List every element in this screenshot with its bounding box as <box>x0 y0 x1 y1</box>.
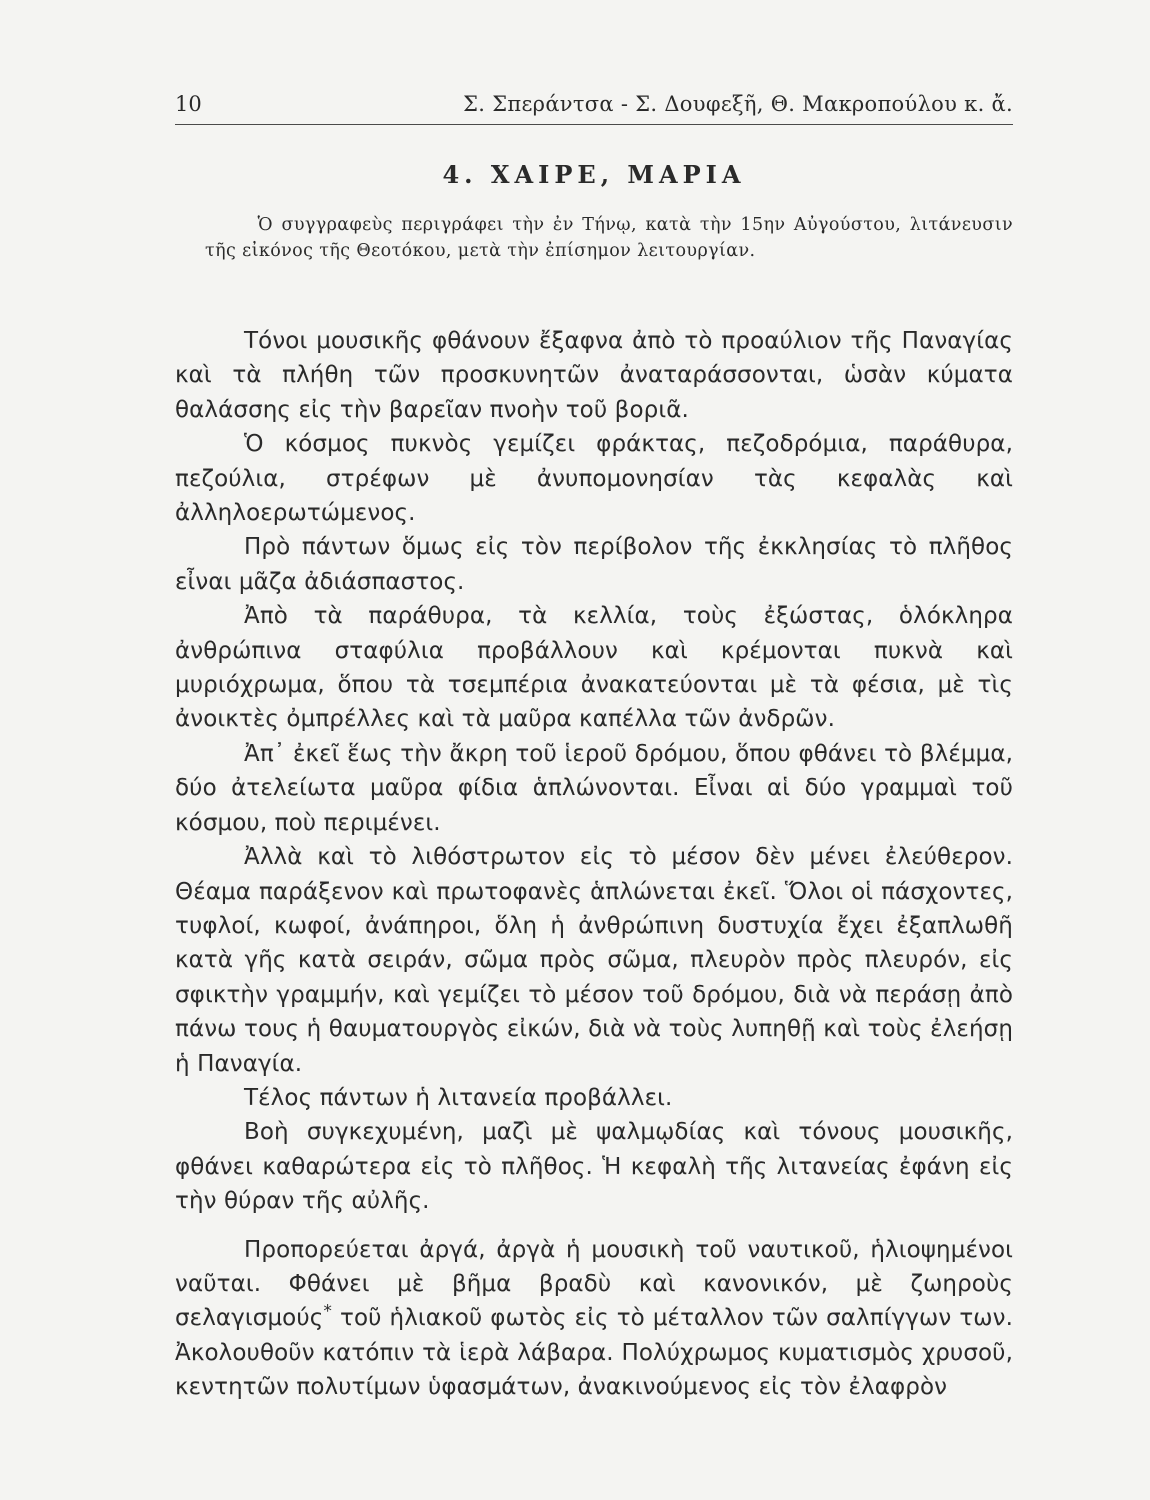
chapter-title: 4. ΧΑΙΡΕ, ΜΑΡΙΑ <box>442 160 746 189</box>
page-header <box>175 92 1013 122</box>
header-rule <box>175 124 1013 125</box>
paragraph-text: τοῦ ἡλιακοῦ φωτὸς εἰς τὸ μέταλλον τῶν σαλπίγγων των. Ἀκολουθοῦν κατόπιν τὰ ἱερὰ λάβαρα. Πολύχρωμος κυματισμὸς χρυσοῦ, κεντητῶν πολυτίμων ὑφασμάτων, ἀνακινούμενος εἰς τὸν ἐλαφρὸν <box>175 1305 1013 1401</box>
running-head: Σ. Σπεράντσα - Σ. Δουφεξῆ, Θ. Μακροπούλου κ. ἄ. <box>463 92 1013 116</box>
body-text <box>175 324 1013 1405</box>
paragraph: Ὁ κόσμος πυκνὸς γεμίζει φράκτας, πεζοδρόμια, παράθυρα, πεζούλια, στρέφων μὲ ἀνυπομονησίαν τὰς κεφαλὰς καὶ ἀλληλοερωτώμενος. <box>175 431 1013 527</box>
chapter-intro: Ὁ συγγραφεὺς περιγράφει τὴν ἐν Τήνῳ, κατὰ τὴν 15ην Αὐγούστου, λιτάνευσιν τῆς εἰκόνος τῆς Θεοτόκου, μετὰ τὴν ἐπίσημον λειτουργίαν. <box>205 215 1013 261</box>
paragraph-text: Προπορεύεται ἀργά, ἀργὰ ἡ μουσικὴ τοῦ ναυτικοῦ, ἡλιοψημένοι ναῦται. Φθάνει μὲ βῆμα βραδὺ καὶ κανονικόν, μὲ ζωηροὺς σελαγισμούς <box>175 1236 1013 1332</box>
paragraph: Τέλος πάντων ἡ λιτανεία προβάλλει. <box>244 1084 673 1111</box>
paragraph: Ἀπ᾽ ἐκεῖ ἕως τὴν ἄκρη τοῦ ἱεροῦ δρόμου, ὅπου φθάνει τὸ βλέμμα, δύο ἀτελείωτα μαῦρα φίδια ἁπλώνονται. Εἶναι αἱ δύο γραμμαὶ τοῦ κόσμου, ποὺ περιμένει. <box>175 740 1013 836</box>
paragraph: Βοὴ συγκεχυμένη, μαζὶ μὲ ψαλμῳδίας καὶ τόνους μουσικῆς, φθάνει καθαρώτερα εἰς τὸ πλῆθος. Ἡ κεφαλὴ τῆς λιτανείας ἐφάνη εἰς τὴν θύραν τῆς αὐλῆς. <box>175 1119 1013 1215</box>
paragraph: Πρὸ πάντων ὅμως εἰς τὸν περίβολον τῆς ἐκκλησίας τὸ πλῆθος εἶναι μᾶζα ἀδιάσπαστος. <box>175 534 1013 595</box>
page-number: 10 <box>175 92 202 116</box>
paragraph: Ἀλλὰ καὶ τὸ λιθόστρωτον εἰς τὸ μέσον δὲν μένει ἐλεύθερον. Θέαμα παράξενον καὶ πρωτοφανὲς ἁπλώνεται ἐκεῖ. Ὅλοι οἱ πάσχοντες, τυφλοί, κωφοί, ἀνάπηροι, ὅλη ἡ ἀνθρώπινη δυστυχία ἔχει ἐξαπλωθῆ κατὰ γῆς κατὰ σειράν, σῶμα πρὸς σῶμα, πλευρὸν πρὸς πλευρόν, εἰς σφικτὴν γραμμήν, καὶ γεμίζει τὸ μέσον τοῦ δρόμου, διὰ νὰ περάσῃ ἀπὸ πάνω τους ἡ θαυματουργὸς εἰκών, διὰ νὰ τοὺς λυπηθῇ καὶ τοὺς ἐλεήσῃ ἡ Παναγία. <box>175 844 1013 1077</box>
paragraph: Ἀπὸ τὰ παράθυρα, τὰ κελλία, τοὺς ἐξώστας, ὁλόκληρα ἀνθρώπινα σταφύλια προβάλλουν καὶ κρέμονται πυκνὰ καὶ μυριόχρωμα, ὅπου τὰ τσεμπέρια ἀνακατεύονται μὲ τὰ φέσια, μὲ τὶς ἀνοικτὲς ὀμπρέλλες καὶ τὰ μαῦρα καπέλλα τῶν ἀνδρῶν. <box>175 603 1013 733</box>
footnote-mark: * <box>323 1301 332 1322</box>
paragraph <box>175 1233 1013 1405</box>
paragraph: Τόνοι μουσικῆς φθάνουν ἔξαφνα ἀπὸ τὸ προαύλιον τῆς Παναγίας καὶ τὰ πλήθη τῶν προσκυνητῶν ἀναταράσσονται, ὡσὰν κύματα θαλάσσης εἰς τὴν βαρεῖαν πνοὴν τοῦ βοριᾶ. <box>175 328 1013 423</box>
